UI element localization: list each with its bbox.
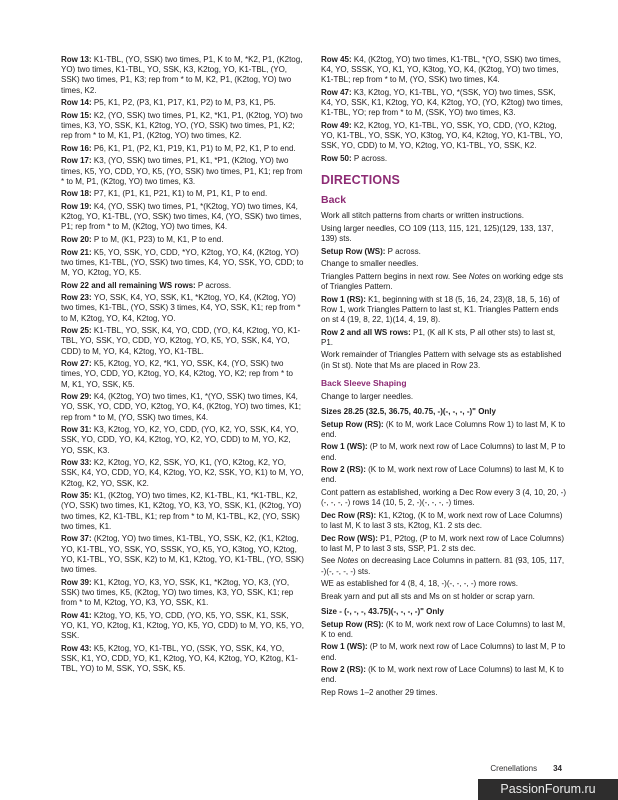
paragraph <box>321 272 568 292</box>
directions-heading: DIRECTIONS <box>321 173 401 188</box>
pattern-row <box>321 247 568 257</box>
paragraph <box>321 488 568 508</box>
row-text: P1, (K all K sts, P all other sts) to last st, P1. <box>321 327 556 347</box>
row-text: Work all stitch patterns from charts or written instructions. <box>321 211 525 221</box>
row-label: Row 47: <box>321 88 354 97</box>
pattern-row <box>61 156 304 187</box>
row-label: Row 37: <box>61 534 94 544</box>
row-text: Cont pattern as established, working a Dec Row every 3 (4, 10, 20, -)(-, -, -, -) rows 14 (10, 5, 2, -)(-, -, -, -) times. <box>321 487 567 508</box>
row-label: Row 45: <box>321 55 354 64</box>
paragraph <box>321 350 568 370</box>
row-label: Row 21: <box>61 247 94 257</box>
row-text: K3, K2tog, YO, K2, YO, CDD, (YO, K2, YO, SSK, K4, YO, SSK, YO, CDD, YO, K4, K2tog, YO, K2, YO, CDD) to M, YO, K2, YO, SSK, K3. <box>61 425 299 455</box>
row-label: Row 2 (RS): <box>321 665 369 675</box>
size-header <box>321 407 568 417</box>
row-text: Work remainder of Triangles Pattern with selvage sts as established (in St st). Note that Ms are placed in Row 23. <box>321 350 562 370</box>
row-label: Row 1 (WS): <box>321 442 370 452</box>
row-text: K4, (YO, SSK) two times, P1, *(K2tog, YO) two times, K4, K2tog, YO, K1-TBL, (YO, SSK) two times, K4, (YO, SSK) two times, P1; rep from * to M, (K2tog, YO) two times, K4. <box>61 201 302 232</box>
size-header <box>321 607 568 617</box>
paragraph <box>321 556 568 576</box>
row-text: Size - (-, -, -, 43.75)(-, -, -, -)" Only <box>321 606 444 616</box>
pattern-row <box>61 644 304 675</box>
pattern-row <box>321 642 568 662</box>
row-label: Row 39: <box>61 577 94 587</box>
row-text: P6, K1, P1, (P2, K1, P19, K1, P1) to M, P2, K1, P to end. <box>93 143 296 153</box>
row-text: K3, (YO, SSK) two times, P1, K1, *P1, (K2tog, YO) two times, K5, YO, CDD, YO, K5, (YO, SSK) two times, P1, K1; rep from * to M, P1, (K2tog, YO) two times, K3. <box>61 156 303 186</box>
watermark-banner <box>478 779 618 800</box>
row-label: Dec Row (RS): <box>321 510 379 520</box>
row-label: Row 2 and all WS rows: <box>321 327 414 337</box>
row-text: (K to M, work next row of Lace Columns) to last M, K to end. <box>321 619 566 639</box>
right-column-rows <box>321 55 568 164</box>
watermark-text: PassionForum.ru <box>500 782 596 796</box>
pattern-row <box>61 189 304 199</box>
row-label: Setup Row (RS): <box>321 619 386 629</box>
row-text: (P to M, work next row of Lace Columns) to last M, P to end. <box>321 442 566 462</box>
row-label: Row 16: <box>61 143 94 153</box>
back-section <box>321 211 568 371</box>
row-label: Row 29: <box>61 392 94 402</box>
paragraph <box>321 259 568 269</box>
paragraph <box>321 592 568 602</box>
paragraph <box>321 392 568 402</box>
pattern-row <box>61 458 304 489</box>
row-text: Break yarn and put all sts and Ms on st holder or scrap yarn. <box>321 591 535 601</box>
row-text: (K to M, work next row of Lace Columns) to last M, K to end. <box>321 665 564 685</box>
paragraph <box>321 211 568 221</box>
row-text: K2, K2tog, YO, K1-TBL, YO, SSK, YO, CDD, (YO, K2tog, YO, K1-TBL, YO, SSK, YO, K3tog, YO, K4, K2tog, YO, K1-TBL, YO, SSK, YO, CDD) to M, YO, K2tog, YO, K1-TBL, YO, SSK, K2. <box>321 121 563 151</box>
italic-reference: Notes <box>468 271 490 281</box>
row-text: See <box>321 556 338 566</box>
pattern-row <box>61 293 304 324</box>
pattern-row <box>61 491 304 532</box>
back-heading: Back <box>321 194 347 207</box>
row-label: Row 18: <box>61 189 94 199</box>
pattern-row <box>321 88 568 119</box>
row-text: K4, (K2tog, YO) two times, K1, *(YO, SSK) two times, K4, YO, SSK, YO, CDD, YO, K2tog, YO, K4, (K2tog, YO) two times, K1; rep from * to M, (YO, SSK) two times, K4. <box>61 392 301 422</box>
row-text: K1, K2tog, (K to M, work next row of Lace Columns) to last M, K to last 3 sts, K2tog, K1. 2 sts dec. <box>321 510 563 530</box>
paragraph <box>321 224 568 244</box>
row-text: (K2tog, YO) two times, K1-TBL, YO, SSK, K2, (K1, K2tog, YO, K1-TBL, YO, SSK, YO, SSSK, YO, K5, YO, K3tog, YO, K2tog, YO, K1-TBL, YO, SSK, K2) to M, K1, K2tog, YO, K1-TBL, (YO, SSK) two times. <box>61 534 304 574</box>
row-text: Change to smaller needles. <box>321 259 419 269</box>
row-label: Row 43: <box>61 643 94 653</box>
row-text: Rep Rows 1–2 another 29 times. <box>321 687 438 697</box>
row-text: Sizes 28.25 (32.5, 36.75, 40.75, -)(-, -, -, -)" Only <box>321 406 496 416</box>
row-text: K2tog, YO, K5, YO, CDD, (YO, K5, YO, SSK, K1, SSK, YO, K1, YO, K2tog, K1, K2tog, YO, K5, YO, CDD) to M, YO, K5, YO, SSK. <box>61 610 304 640</box>
pattern-row <box>321 154 568 164</box>
row-label: Row 49: <box>321 121 354 130</box>
pattern-row <box>61 534 304 575</box>
pattern-row <box>61 578 304 609</box>
pattern-row <box>61 611 304 642</box>
paragraph <box>321 579 568 589</box>
pattern-row <box>61 425 304 456</box>
pattern-row <box>321 534 568 554</box>
pattern-row <box>61 98 304 108</box>
pattern-row <box>321 121 568 152</box>
row-label: Row 50: <box>321 154 354 163</box>
row-label: Row 15: <box>61 110 94 120</box>
pattern-row <box>321 511 568 531</box>
row-label: Row 14: <box>61 98 94 108</box>
pattern-row <box>321 665 568 685</box>
row-text: K1-TBL, YO, SSK, K4, YO, CDD, (YO, K4, K2tog, YO, K1-TBL, YO, SSK, YO, CDD, YO, K2tog, YO, K5, YO, SSK, K4, YO, CDD) to M, YO, K4, K2tog, YO, K1-TBL. <box>61 326 301 356</box>
row-text: K4, (K2tog, YO) two times, K1-TBL, *(YO, SSK) two times, K4, YO, SSSK, YO, K1, YO, K3tog, YO, K4, (K2tog, YO) two times, K1-TBL; rep from * to M, (YO, SSK) two times, K4. <box>321 55 561 85</box>
row-text: (K to M, work next row of Lace Columns) to last M, K to end. <box>321 465 564 485</box>
row-text: K2, K2tog, YO, K2, SSK, YO, K1, (YO, K2tog, K2, YO, SSK, K4, YO, CDD, YO, K4, K2tog, YO, K2, SSK, YO, K1) to M, YO, K2tog, K2, YO, SSK, K2. <box>61 458 304 488</box>
row-label: Setup Row (WS): <box>321 246 388 256</box>
row-label: Row 17: <box>61 156 94 166</box>
row-text: on decreasing Lace Columns in pattern. 81 (93, 105, 117, -)(-, -, -, -) sts. <box>321 556 565 576</box>
pattern-row <box>61 248 304 279</box>
pattern-row <box>61 144 304 154</box>
row-text: K5, K2tog, YO, K1-TBL, YO, (SSK, YO, SSK, K4, YO, SSK, K1, YO, CDD, YO, K1, K2tog, YO, K4, K2tog, YO, K2tog, K1-TBL, YO) to M, SSK, YO, SSK, K5. <box>61 643 298 673</box>
row-label: Row 19: <box>61 201 94 211</box>
row-text: YO, SSK, K4, YO, SSK, K1, *K2tog, YO, K4, (K2tog, YO) two times, K1-TBL, (YO, SSK) 3 times, K4, YO, SSK, K1; rep from * to M, K2tog, YO, K4, K2tog, YO. <box>61 293 301 323</box>
row-label: Row 35: <box>61 491 94 501</box>
pattern-row <box>61 281 304 291</box>
pattern-row <box>61 326 304 357</box>
two-column-layout <box>61 55 568 701</box>
row-text: (P to M, work next row of Lace Columns) to last M, P to end. <box>321 642 566 662</box>
footer-pattern-title: Crenellations <box>490 763 538 773</box>
pattern-row <box>61 55 304 96</box>
row-label: Row 22 and all remaining WS rows: <box>61 280 198 290</box>
row-label: Row 27: <box>61 359 94 369</box>
pattern-row <box>321 465 568 485</box>
row-text: K5, K2tog, YO, K2, *K1, YO, SSK, K4, (YO, SSK) two times, YO, CDD, YO, K2tog, YO, K4, K2tog, YO, K2; rep from * to M, K1, YO, SSK, K5. <box>61 359 293 389</box>
row-label: Row 13: <box>61 55 94 64</box>
row-label: Row 41: <box>61 610 94 620</box>
left-column <box>61 55 304 701</box>
pattern-row <box>321 55 568 86</box>
row-label: Row 23: <box>61 293 94 303</box>
page-number: 34 <box>553 763 562 773</box>
pattern-row <box>61 111 304 142</box>
pattern-row <box>321 442 568 462</box>
row-text: Triangles Pattern begins in next row. See <box>321 271 469 281</box>
row-text: K1-TBL, (YO, SSK) two times, P1, K to M, *K2, P1, (K2tog, YO) two times, K1-TBL, YO, SSK, K3, K2tog, YO, K1-TBL, (YO, SSK) two times, P1, K3; rep from * to M, K2, P1, (K2tog, YO) two times, K2. <box>61 55 303 95</box>
row-text: P7, K1, (P1, K1, P21, K1) to M, P1, K1, P to end. <box>93 189 268 199</box>
pattern-row <box>61 392 304 423</box>
pattern-row <box>61 359 304 390</box>
right-column <box>321 55 568 701</box>
pattern-row <box>61 202 304 233</box>
row-text: K3, K2tog, YO, K1-TBL, YO, *(SSK, YO) two times, SSK, K4, YO, SSK, K1, K2tog, YO, K4, K2tog, YO, (YO, K2tog) two times, K1-TBL, YO; rep from * to M, (SSK, YO) two times, K3. <box>321 88 563 118</box>
row-text: P1, P2tog, (P to M, work next row of Lace Columns) to last M, P to last 3 sts, SSP, P1. 2 sts dec. <box>321 533 565 553</box>
row-label: Row 25: <box>61 326 94 336</box>
row-label: Row 2 (RS): <box>321 465 369 475</box>
row-text: WE as established for 4 (8, 4, 18, -)(-, -, -, -) more rows. <box>321 579 518 589</box>
row-text: Change to larger needles. <box>321 391 414 401</box>
row-label: Setup Row (RS): <box>321 419 386 429</box>
pattern-row <box>321 295 568 326</box>
pattern-row <box>61 235 304 245</box>
row-text: on working edge sts of Triangles Pattern. <box>321 271 564 291</box>
row-text: K1, beginning with st 18 (5, 16, 24, 23)(8, 18, 5, 16) of Row 1, work Triangles Pattern to last st, K1. Triangles Pattern ends on st 4 (19, 8, 22, 1)(14, 4, 19, 8). <box>321 294 560 324</box>
pattern-row <box>321 620 568 640</box>
back-sleeve-shaping-heading: Back Sleeve Shaping <box>321 377 407 388</box>
row-label: Row 31: <box>61 425 94 435</box>
row-text: K2, (YO, SSK) two times, P1, K2, *K1, P1, (K2tog, YO) two times, K3, YO, SSK, K1, K2tog, YO, (YO, SSK) two times, P1, K2; rep from * to M, K1, P1, (K2tog, YO) two times, K2. <box>61 110 303 141</box>
row-text: K1, K2tog, YO, K3, YO, SSK, K1, *K2tog, YO, K3, (YO, SSK) two times, K5, (K2tog, YO) two times, K3, YO, SSK, K1; rep from * to M, K2tog, YO, K3, YO, SSK, K1. <box>61 577 294 607</box>
row-text: K5, YO, SSK, YO, CDD, *YO, K2tog, YO, K4, (K2tog, YO) two times, K1-TBL, (YO, SSK) two times, K4, YO, SSK, YO, CDD; to M, YO, K2tog, YO, K5. <box>61 247 304 277</box>
row-label: Row 1 (WS): <box>321 642 370 652</box>
row-text: Using larger needles, CO 109 (113, 115, 121, 125)(129, 133, 137, 139) sts. <box>321 223 554 243</box>
row-text: P5, K1, P2, (P3, K1, P17, K1, P2) to M, P3, K1, P5. <box>93 98 276 108</box>
row-text: P across. <box>387 246 421 256</box>
row-text: P to M, (K1, P23) to M, K1, P to end. <box>93 234 224 244</box>
row-text: P across. <box>353 154 388 163</box>
row-text: K1, (K2tog, YO) two times, K2, K1-TBL, K1, *K1-TBL, K2, (YO, SSK) two times, K1, K2tog, YO, K3, YO, SSK, K1, (K2tog, YO) two times, K2, K1-TBL, K1; rep from * to M, K1-TBL, K2, (YO, SSK) two times, K1. <box>61 491 302 531</box>
pattern-row <box>321 328 568 348</box>
row-text: P across. <box>197 280 232 290</box>
italic-reference: Notes <box>337 556 359 566</box>
paragraph <box>321 688 568 698</box>
page-footer <box>490 764 562 774</box>
row-label: Row 1 (RS): <box>321 294 369 304</box>
row-label: Row 20: <box>61 234 94 244</box>
row-label: Row 33: <box>61 458 94 468</box>
back-sleeve-shaping-section <box>321 392 568 698</box>
row-label: Dec Row (WS): <box>321 533 381 543</box>
row-text: (K to M, work Lace Columns Row 1) to last M, K to end. <box>321 419 566 439</box>
pattern-row <box>321 420 568 440</box>
